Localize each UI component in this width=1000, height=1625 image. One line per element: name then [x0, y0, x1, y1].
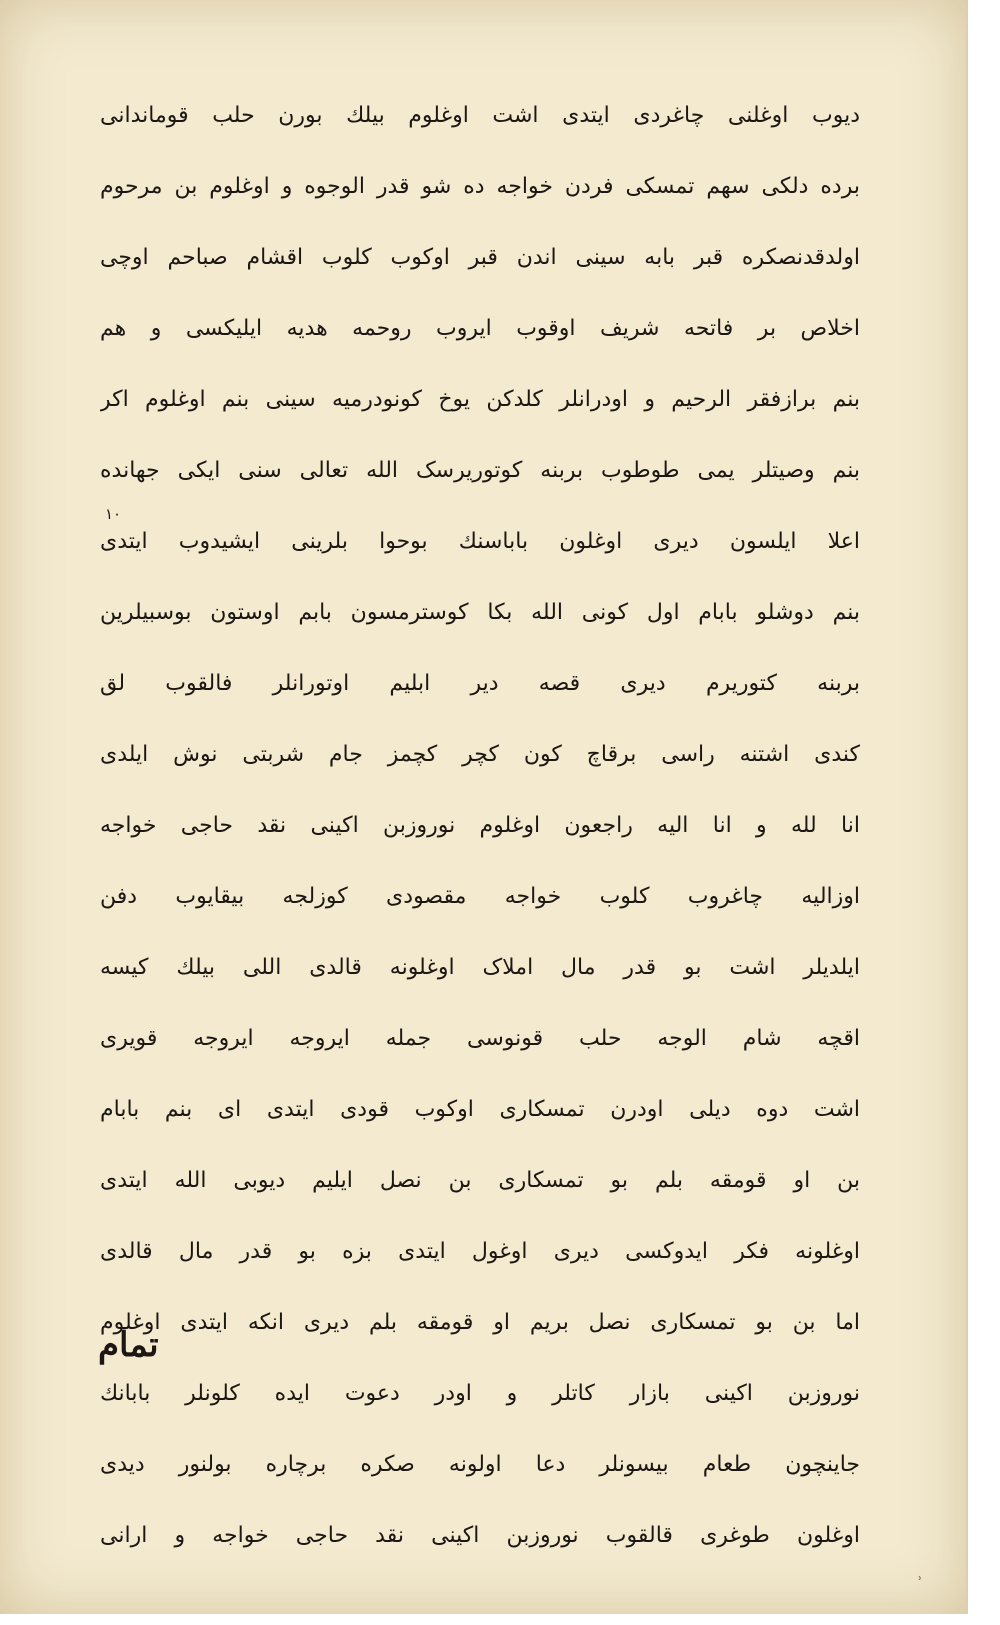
text-line: بنم وصیتلر یمی طوطوب بربنه کوتوریرسک الله تعالی سنی ایکی جهانده	[100, 458, 860, 483]
text-line: دیوب اوغلنی چاغردی ایتدی اشت اوغلوم بیلك بورن حلب قوماندانی	[100, 103, 860, 128]
text-line: جاینچون طعام بیسونلر دعا اولونه صکره برچاره بولنور دیدی	[100, 1452, 860, 1477]
flourish-mark: تمام	[98, 1325, 159, 1365]
line-number: ۱۰	[105, 505, 122, 523]
text-line: اوغلونه فکر ایدوکسی دیری اوغول ایتدی بزه بو قدر مال قالدی	[100, 1239, 860, 1264]
text-line: نوروزبن اکینی بازار کاتلر و اودر دعوت ایده کلونلر بابانك	[100, 1381, 860, 1406]
text-line: بنم برازفقر الرحیم و اودرانلر کلدکن یوخ کونودرمیه سینی بنم اوغلوم اکر	[100, 387, 860, 412]
text-line: کندی اشتنه راسی برقاچ کون کچر کچمز جام شربتی نوش ایلدی	[100, 742, 860, 767]
text-line: برده دلکی سهم تمسکی فردن خواجه ده شو قدر الوجوه و اوغلوم بن مرحوم	[100, 174, 860, 199]
text-line: اما بن بو تمسکاری نصل بریم او قومقه بلم دیری انکه ایتدی اوغلوم	[100, 1310, 860, 1335]
text-line: بن او قومقه بلم بو تمسکاری بن نصل ایلیم دیوبی الله ایتدی	[100, 1168, 860, 1193]
text-line: ایلدیلر اشت بو قدر مال املاک اوغلونه قالدی اللی بیلك کیسه	[100, 955, 860, 980]
text-line: بنم دوشلو بابام اول کونی الله بکا کوسترمسون بابم اوستون بوسبیلرین	[100, 600, 860, 625]
ink-spot: ʾ	[918, 1575, 923, 1591]
text-line: اعلا ایلسون دیری اوغلون باباسنك بوحوا بلرینی ایشیدوب ایتدی	[100, 529, 860, 554]
text-line: اقچه شام الوجه حلب قونوسی جمله ایروجه ایروجه قویری	[100, 1026, 860, 1051]
text-line: انا لله و انا الیه راجعون اوغلوم نوروزبن اکینی نقد حاجی خواجه	[100, 813, 860, 838]
manuscript-text	[100, 80, 860, 1571]
text-line: اوزالیه چاغروب کلوب خواجه مقصودی کوزلجه بیقایوب دفن	[100, 884, 860, 909]
text-line: اخلاص بر فاتحه شریف اوقوب ایروب روحمه هدیه ایلیکسی و هم	[100, 316, 860, 341]
text-line: اوغلون طوغری قالقوب نوروزبن اکینی نقد حاجی خواجه و ارانی	[100, 1523, 860, 1548]
text-line: اشت دوه دیلی اودرن تمسکاری اوکوب قودی ایتدی ای بنم بابام	[100, 1097, 860, 1122]
text-line: بربنه کتوریرم دیری قصه دیر ابلیم اوتورانلر فالقوب لق	[100, 671, 860, 696]
text-line: اولدقدنصکره قبر بابه سینی اندن قبر اوکوب کلوب اقشام صباحم اوچی	[100, 245, 860, 270]
